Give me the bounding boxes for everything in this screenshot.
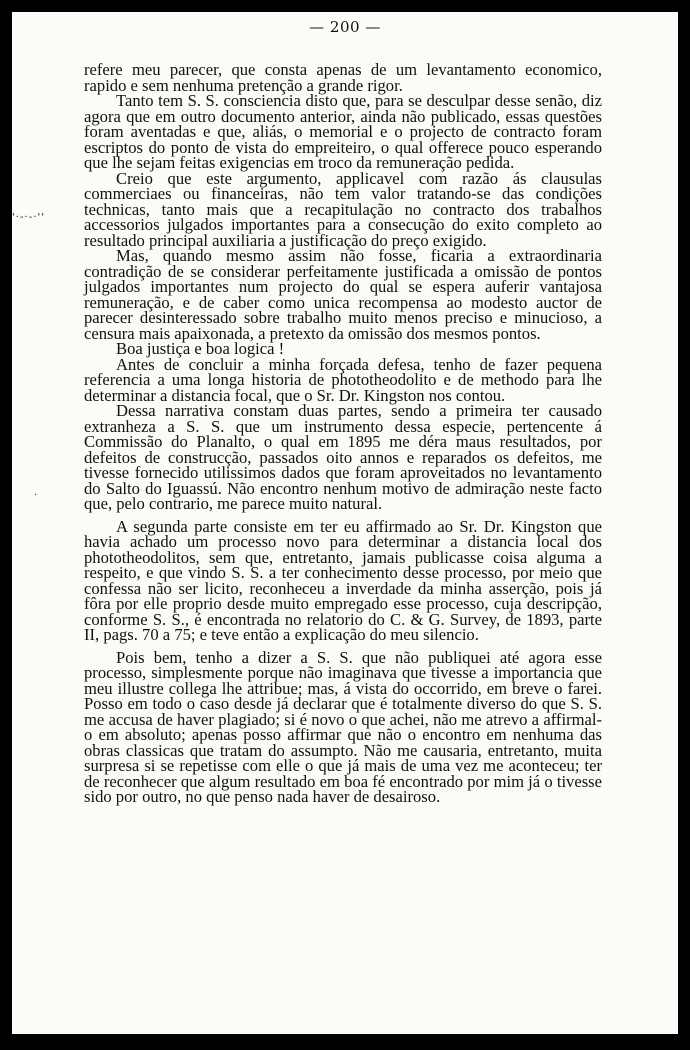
body-text xyxy=(84,62,602,805)
paragraph: A segunda parte consiste em ter eu affirmado ao Sr. Dr. Kingston que havia achado um processo novo para determinar a distancia local dos phototheodolitos, sem que, entretanto, jamais publicasse coisa alguma a respeito, e que vindo S. S. a ter conhecimento desse processo, por meio que confessa não ser licito, reconheceu a inverdade da minha asserção, pois já fôra por elle proprio desde muito empregado esse processo, cuja descripção, conforme S. S., é encontrada no relatorio do C. & G. Survey, de 1893, parte II, pags. 70 a 75; e teve então a explicação do meu silencio. xyxy=(84,516,602,644)
document-page xyxy=(12,12,678,1034)
paragraph: Tanto tem S. S. consciencia disto que, para se desculpar desse senão, diz agora que em outro documento anterior, ainda não publicado, essas questões foram aventadas e que, aliás, o memorial e o projecto de contracto foram escriptos do ponto de vista do empreiteiro, o qual offerece pouco esperando que lhe sejam feitas exigencias em troco da remuneração pedida. xyxy=(84,91,602,172)
paragraph: Creio que este argumento, applicavel com razão ás clausulas commerciaes ou financeiras, não tem valor tratando-se das condições technicas, tanto mais que a recapitulação no contracto dos trabalhos accessorios julgados importantes para a consecução do exito completo ao resultado principal auxiliaria a justificação do preço exigido. xyxy=(84,168,602,250)
margin-mark: · xyxy=(34,490,38,501)
paragraph: Pois bem, tenho a dizer a S. S. que não publiquei até agora esse processo, simplesmente porque não imaginava que tivesse a importancia que meu illustre collega lhe attribue; mas, á vista do occorrido, em breve o farei. Posso em todo o caso desde já declarar que é totalmente diverso do que S. S. me accusa de haver plagiado; si é novo o que achei, não me atrevo a affirmal-o em absoluto; apenas posso affirmar que não o encontro em nenhuma das obras classicas que tratam do assumpto. Não me causaria, entretanto, muita surpresa si se repetisse com elle o que já mais de uma vez me aconteceu; ter de reconhecer que algum resultado em boa fé encontrado por mim já o tivesse sido por outro, no que penso nada haver de desairoso. xyxy=(84,647,602,806)
paragraph: Dessa narrativa constam duas partes, sendo a primeira ter causado extranheza a S. S. que um instrumento dessa especie, pertencente á Commissão do Planalto, o qual em 1895 me déra maus resultados, por defeitos de construcção, passados oito annos e reparados os defeitos, me tivesse fornecido utilissimos dados que foram aproveitados no levantamento do Salto do Iguassú. Não encontro nenhum motivo de admiração neste facto que, pelo contrario, me parece muito natural. xyxy=(84,401,602,513)
paragraph: Boa justiça e boa logica ! xyxy=(116,339,285,358)
paragraph: Mas, quando mesmo assim não fosse, ficaria a extraordinaria contradição de se considerar perfeitamente justificada a omissão de pontos julgados importantes num projecto do qual se espera auferir vantajosa remuneração, e de caber como unica recompensa ao modesto auctor de parecer desinteressado sobre trabalho muito menos preciso e minucioso, a censura mais apaixonada, a pretexto da omissão dos mesmos pontos. xyxy=(84,246,602,343)
paragraph: Antes de concluir a minha forçada defesa, tenho de fazer pequena referencia a uma longa historia de phototheodolito e de methodo para lhe determinar a distancia focal, que o Sr. Dr. Kingston nos contou. xyxy=(84,354,602,405)
page-number: — 200 — xyxy=(309,18,381,36)
margin-mark: '·-·-·'' xyxy=(12,212,45,223)
paragraph: refere meu parecer, que consta apenas de um levantamento economico, rapido e sem nenhuma pretenção a grande rigor. xyxy=(84,60,602,95)
